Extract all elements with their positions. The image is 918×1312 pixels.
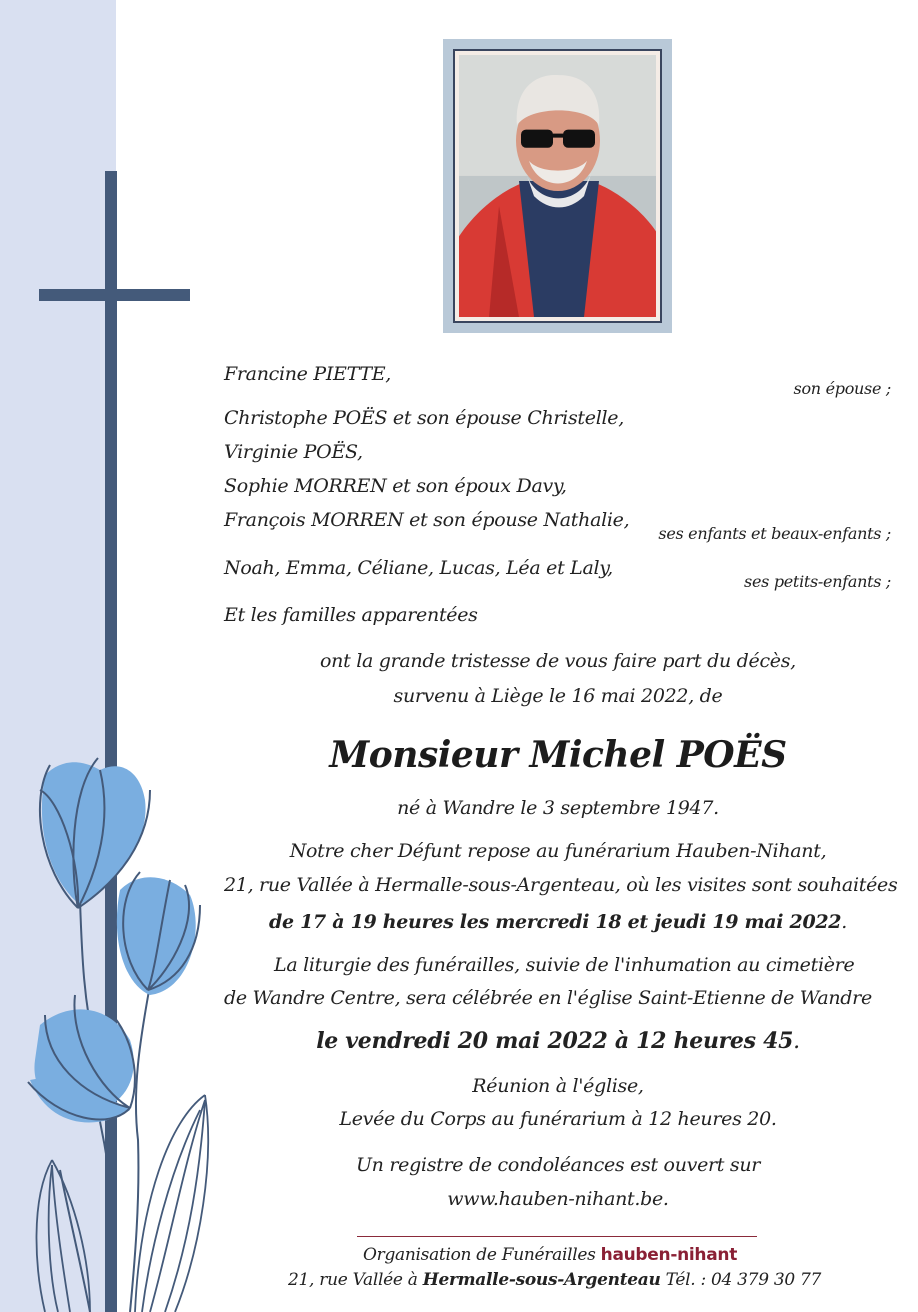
footer-org-prefix: Organisation de Funérailles: [363, 1245, 596, 1265]
birth-line: né à Wandre le 3 septembre 1947.: [397, 797, 719, 819]
spouse-name: Francine PIETTE,: [224, 363, 392, 385]
footer-address-prefix: 21, rue Vallée à: [288, 1270, 418, 1290]
brand-logo: hauben-nihant: [600, 1245, 738, 1265]
footer-address-town: Hermalle-sous-Argenteau: [422, 1270, 661, 1290]
visitation-line: Notre cher Défunt repose au funérarium Hauben-Nihant,: [289, 840, 827, 862]
footer-phone: Tél. : 04 379 30 77: [665, 1270, 821, 1290]
announcement-line: ont la grande tristesse de vous faire part du décès,: [320, 650, 796, 672]
condolences-line: Un registre de condoléances est ouvert sur: [355, 1154, 761, 1176]
visitation-hours-text: de 17 à 19 heures les mercredi 18 et jeudi 19 mai 2022: [269, 911, 842, 933]
announcement-line: survenu à Liège le 16 mai 2022, de: [393, 685, 723, 707]
visitation-hours-end: .: [841, 911, 847, 933]
meeting-line: Réunion à l'église,: [472, 1075, 644, 1097]
child-line: Sophie MORREN et son époux Davy,: [224, 475, 567, 497]
meeting-line: Levée du Corps au funérarium à 12 heures 20.: [339, 1108, 777, 1130]
relatives-line: Et les familles apparentées: [224, 604, 478, 626]
liturgy-date-end: .: [793, 1029, 800, 1054]
footer-address: [288, 1269, 821, 1292]
grandchildren-names: Noah, Emma, Céliane, Lucas, Léa et Laly,: [224, 557, 613, 579]
child-line: François MORREN et son épouse Nathalie,: [224, 509, 630, 531]
condolences-url[interactable]: www.hauben-nihant.be.: [447, 1188, 669, 1210]
portrait-photo: [459, 55, 656, 317]
tulip-icon: [28, 995, 135, 1122]
children-relation: ses enfants et beaux-enfants ;: [658, 524, 891, 543]
liturgy-line: La liturgie des funérailles, suivie de l'inhumation au cimetière: [274, 954, 855, 976]
tulip-icon: [117, 872, 200, 995]
visitation-hours: [224, 911, 892, 934]
grandchildren-relation: ses petits-enfants ;: [744, 572, 891, 591]
liturgy-date-text: le vendredi 20 mai 2022 à 12 heures 45: [316, 1028, 794, 1054]
footer-organisation: [363, 1244, 737, 1267]
portrait-frame: [443, 39, 672, 333]
child-line: Virginie POËS,: [224, 441, 363, 463]
visitation-line: 21, rue Vallée à Hermalle-sous-Argenteau, où les visites sont souhaitées: [224, 874, 898, 896]
spouse-relation: son épouse ;: [793, 379, 891, 398]
cross-and-flowers-illustration: [0, 0, 230, 1312]
cross-icon: [105, 171, 117, 1312]
child-line: Christophe POËS et son épouse Christelle,: [224, 407, 624, 429]
deceased-name: Monsieur Michel POËS: [329, 734, 787, 776]
liturgy-line: de Wandre Centre, sera célébrée en l'église Saint-Etienne de Wandre: [224, 987, 872, 1009]
footer-divider: [357, 1236, 757, 1237]
liturgy-date: [224, 1028, 892, 1055]
